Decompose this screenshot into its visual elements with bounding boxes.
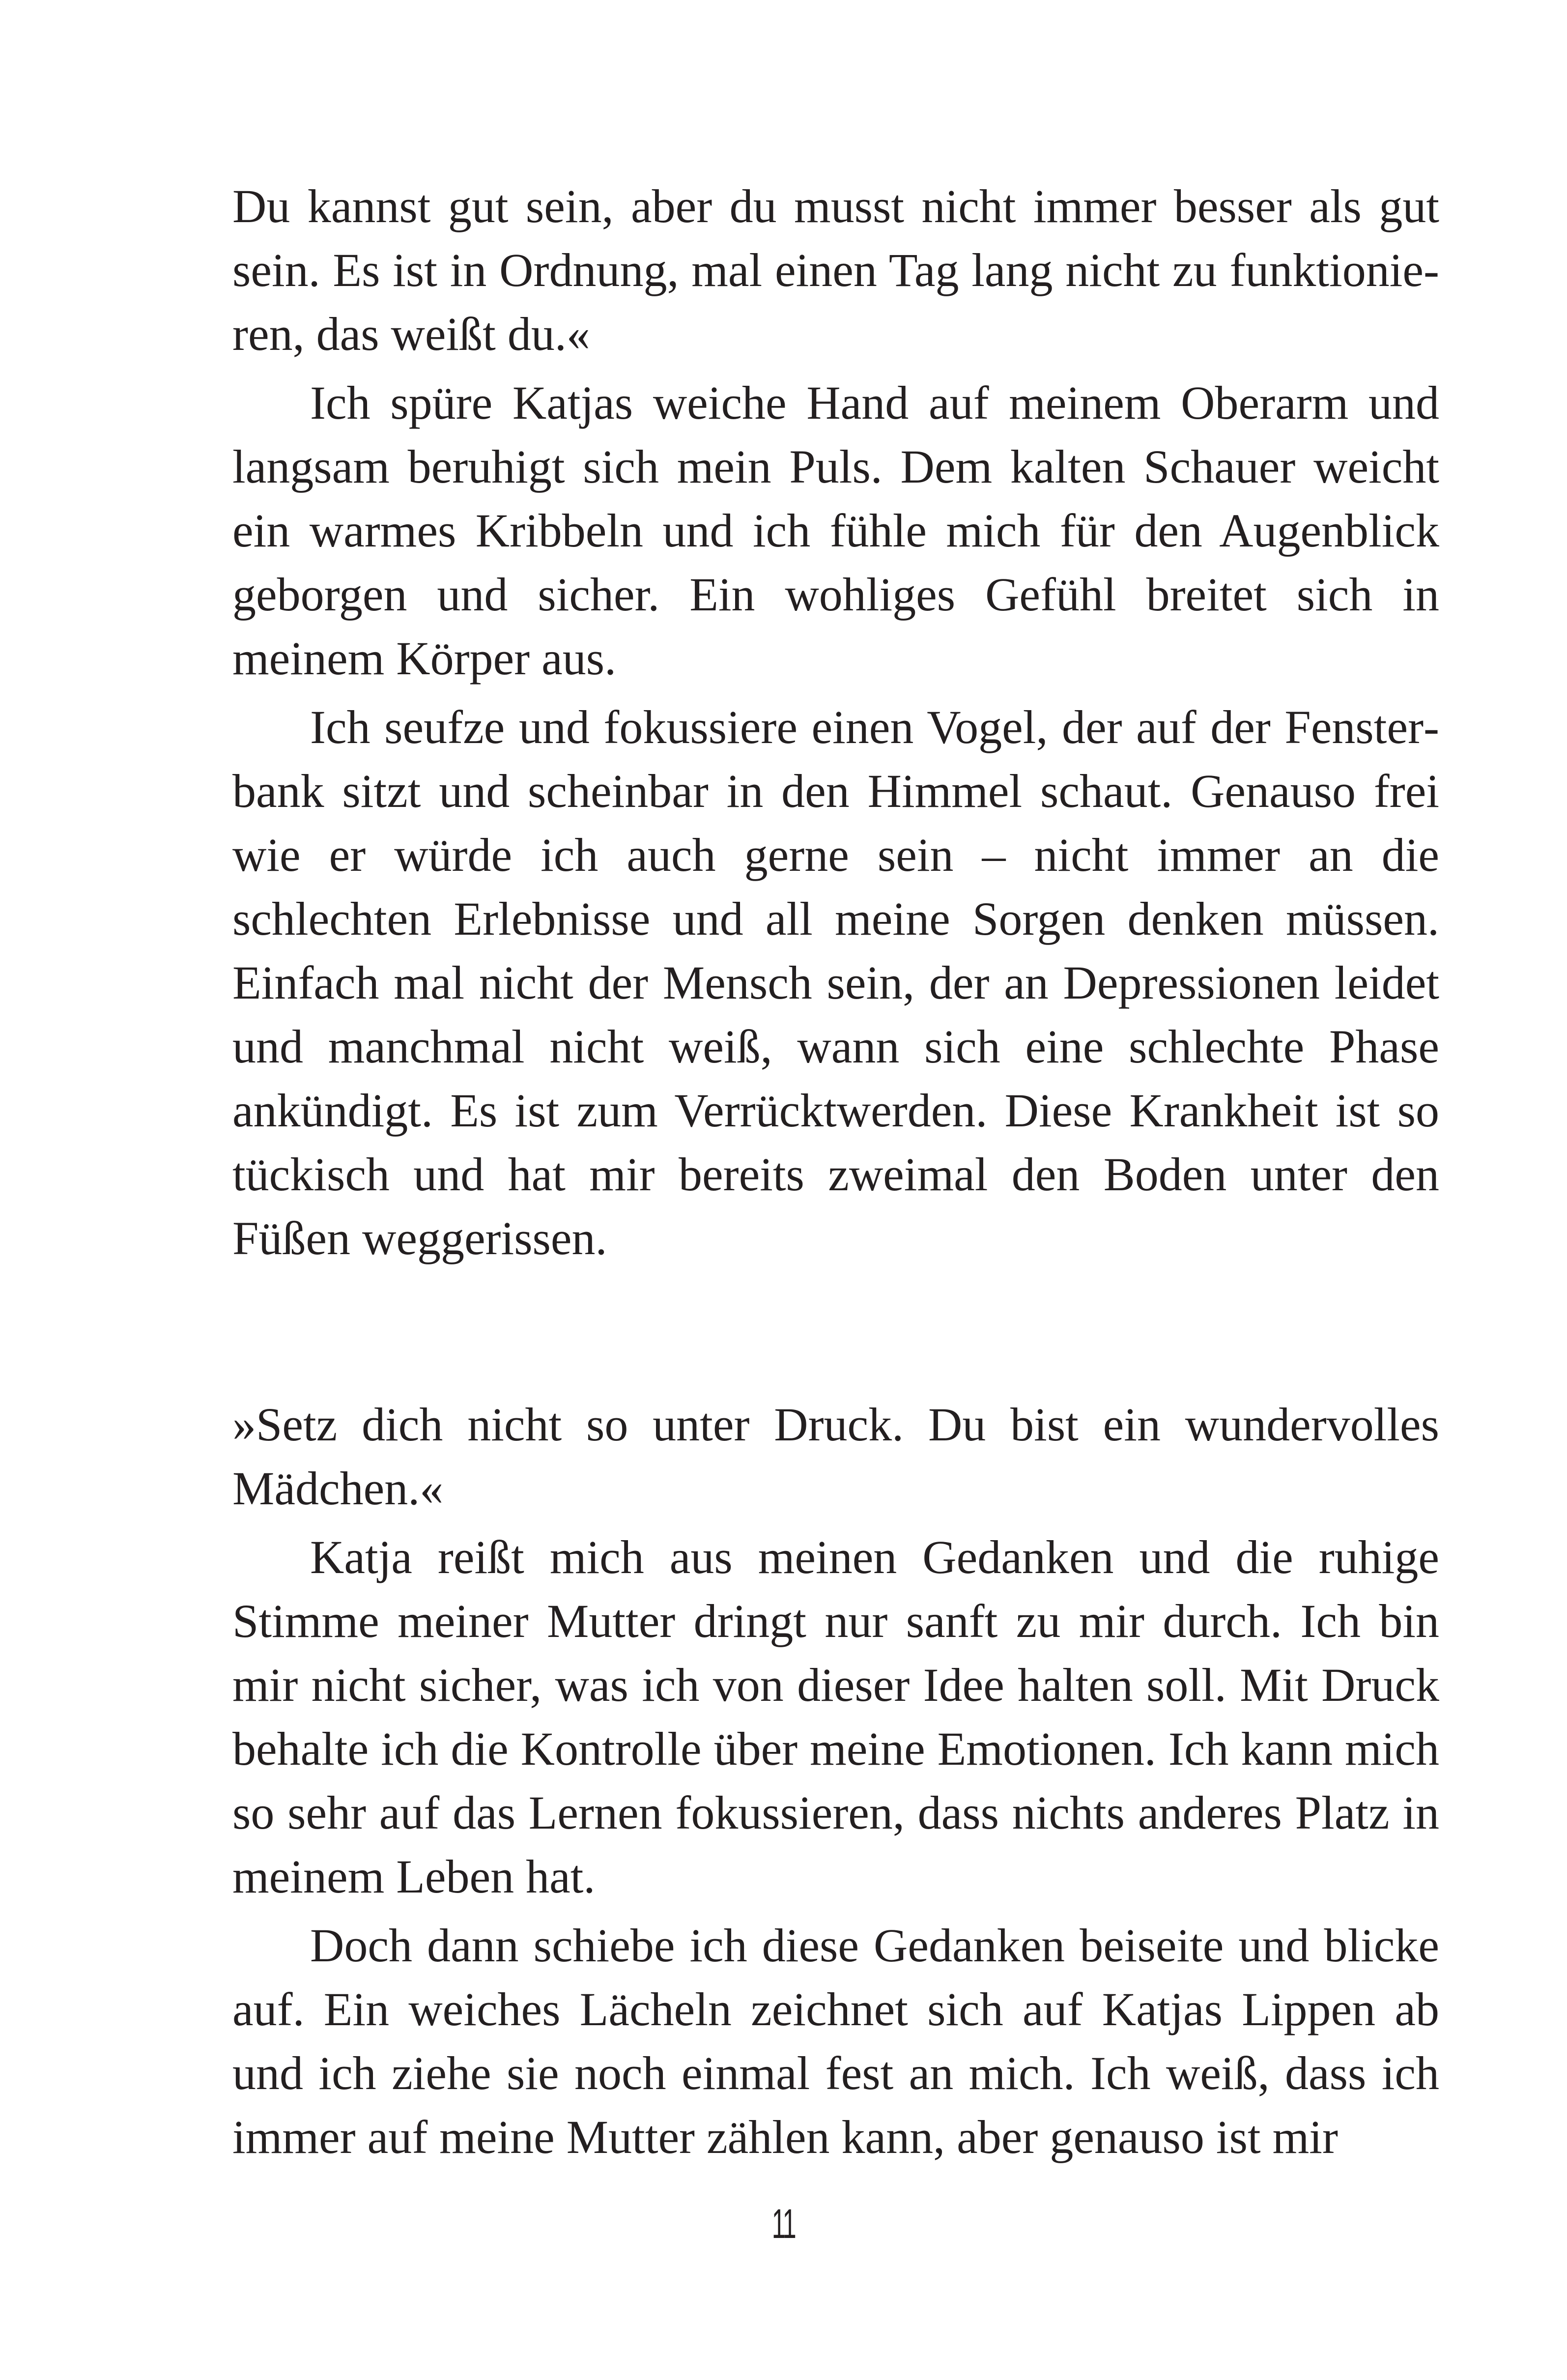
paragraph-1: Du kannst gut sein, aber du musst nicht immer besser als gut sein. Es ist in Ordnung, mal einen Tag lang nicht zu funktionieren, das weißt du.« bbox=[232, 180, 1439, 360]
page-number: 11 bbox=[771, 2201, 796, 2247]
text-section-2 bbox=[232, 1393, 1439, 2169]
text-section-1 bbox=[232, 174, 1439, 1270]
paragraph-6: Doch dann schiebe ich diese Gedanken beiseite und blicke auf. Ein weiches Lächeln zeichnet sich auf Katjas Lippen ab und ich ziehe sie noch einmal fest an mich. Ich weiß, dass ich immer auf meine Mutter zählen kann, aber genauso ist mir bbox=[232, 1919, 1439, 2163]
paragraph-4: »Setz dich nicht so unter Druck. Du bist ein wundervolles Mädchen.« bbox=[232, 1398, 1439, 1515]
paragraph-2: Ich spüre Katjas weiche Hand auf meinem Oberarm und langsam beruhigt sich mein Puls. Dem kalten Schauer weicht ein warmes Kribbeln und ich fühle mich für den Augenblick geborgen und sicher. Ein wohliges Gefühl breitet sich in meinem Körper aus. bbox=[232, 376, 1439, 685]
paragraph-3: Ich seufze und fokussiere einen Vogel, der auf der Fensterbank sitzt und scheinbar in den Himmel schaut. Genauso frei wie er würde ich auch gerne sein – nicht immer an die schlechten Erlebnisse und all meine Sorgen denken müssen. Einfach mal nicht der Mensch sein, der an Depressionen leidet und manchmal nicht weiß, wann sich eine schlechte Phase ankündigt. Es ist zum Verrücktwerden. Diese Krankheit ist so tückisch und hat mir bereits zweimal den Boden unter den Füßen weggerissen. bbox=[232, 701, 1439, 1264]
paragraph-5: Katja reißt mich aus meinen Gedanken und die ruhige Stimme meiner Mutter dringt nur sanft zu mir durch. Ich bin mir nicht sicher, was ich von dieser Idee halten soll. Mit Druck behalte ich die Kontrolle über meine Emotionen. Ich kann mich so sehr auf das Lernen fokussieren, dass nichts anderes Platz in meinem Leben hat. bbox=[232, 1531, 1439, 1903]
